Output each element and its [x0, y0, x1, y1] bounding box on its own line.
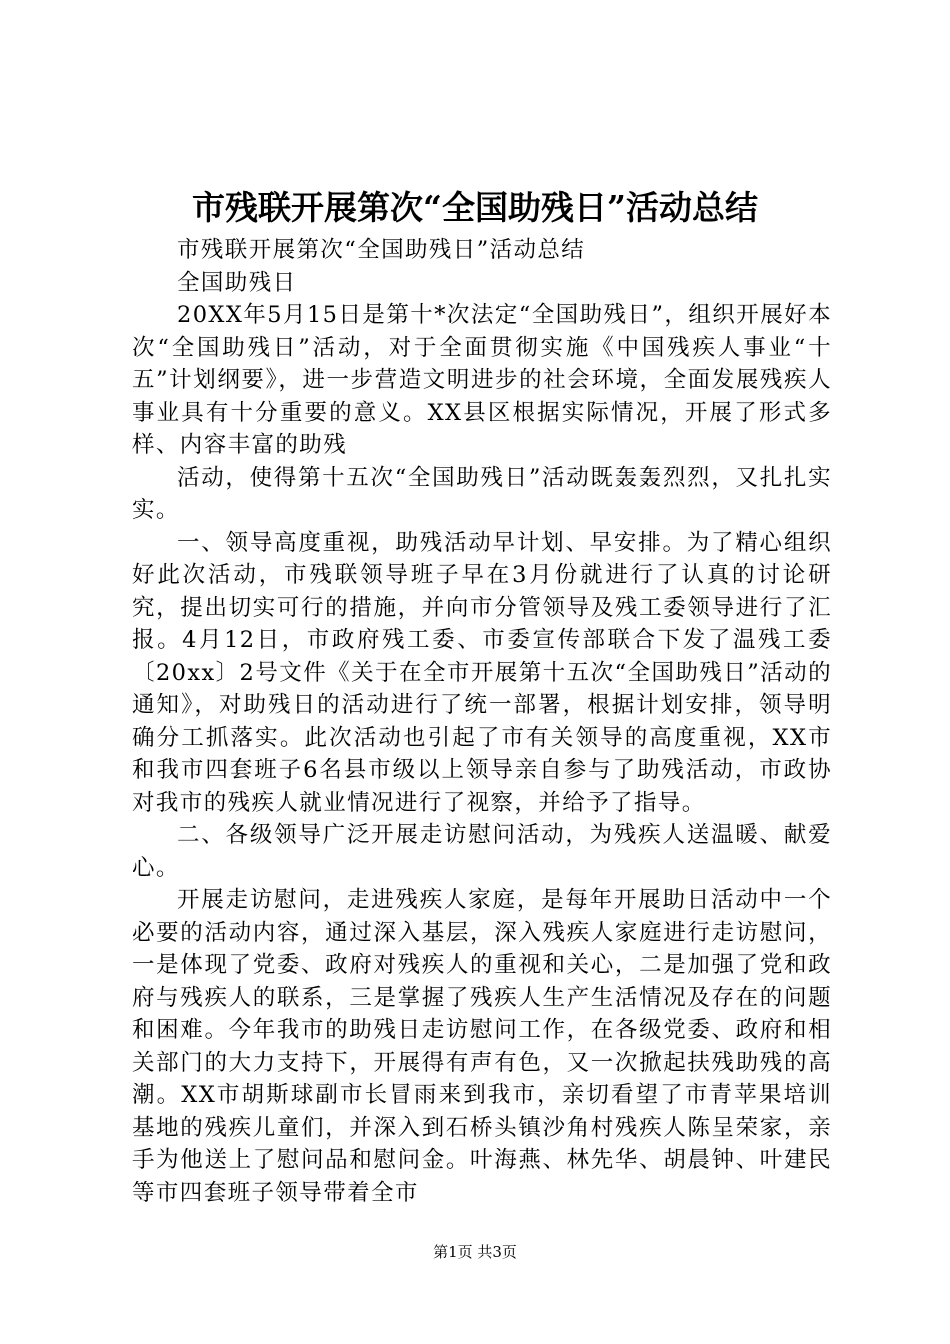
- paragraph-intro-continued: 活动，使得第十五次“全国助残日”活动既轰轰烈烈，又扎扎实实。: [132, 464, 832, 523]
- paragraph-topic: 全国助残日: [177, 269, 297, 296]
- paragraph-intro: 20XX年5月15日是第十*次法定“全国助残日”，组织开展好本次“全国助残日”活动，对于全面贯彻实施《中国残疾人事业“十五”计划纲要》，进一步营造文明进步的社会环境，全面发展残疾人事业具有十分重要的意义。XX县区根据实际情况，开展了形式多样、内容丰富的助残: [132, 302, 832, 458]
- document-title: 市残联开展第次“全国助残日”活动总结: [192, 188, 758, 227]
- paragraph-section-two-body: 开展走访慰问，走进残疾人家庭，是每年开展助日活动中一个必要的活动内容，通过深入基层，深入残疾人家庭进行走访慰问，一是体现了党委、政府对残疾人的重视和关心，二是加强了党和政府与残疾人的联系，三是掌握了残疾人生产生活情况及存在的问题和困难。今年我市的助残日走访慰问工作，在各级党委、政府和相关部门的大力支持下，开展得有声有色，又一次掀起扶残助残的高潮。XX市胡斯球副市长冒雨来到我市，亲切看望了市青苹果培训基地的残疾儿童们，并深入到石桥头镇沙角村残疾人陈呈荣家，亲手为他送上了慰问品和慰问金。叶海燕、林先华、胡晨钟、叶建民等市四套班子领导带着全市: [132, 887, 832, 1206]
- document-body: [132, 234, 832, 1209]
- paragraph-section-one: 一、领导高度重视，助残活动早计划、早安排。为了精心组织好此次活动，市残联领导班子早在3月份就进行了认真的讨论研究，提出切实可行的措施，并向市分管领导及残工委领导进行了汇报。4月12日，市政府残工委、市委宣传部联合下发了温残工委〔20xx〕2号文件《关于在全市开展第十五次“全国助残日”活动的通知》，对助残日的活动进行了统一部署，根据计划安排，领导明确分工抓落实。此次活动也引起了市有关领导的高度重视，XX市和我市四套班子6名县市级以上领导亲自参与了助残活动，市政协对我市的残疾人就业情况进行了视察，并给予了指导。: [132, 529, 832, 816]
- paragraph-section-two-heading: 二、各级领导广泛开展走访慰问活动，为残疾人送温暖、献爱心。: [132, 822, 832, 881]
- paragraph-subtitle: 市残联开展第次“全国助残日”活动总结: [177, 237, 586, 263]
- page-number-footer: 第1页 共3页: [433, 1243, 517, 1261]
